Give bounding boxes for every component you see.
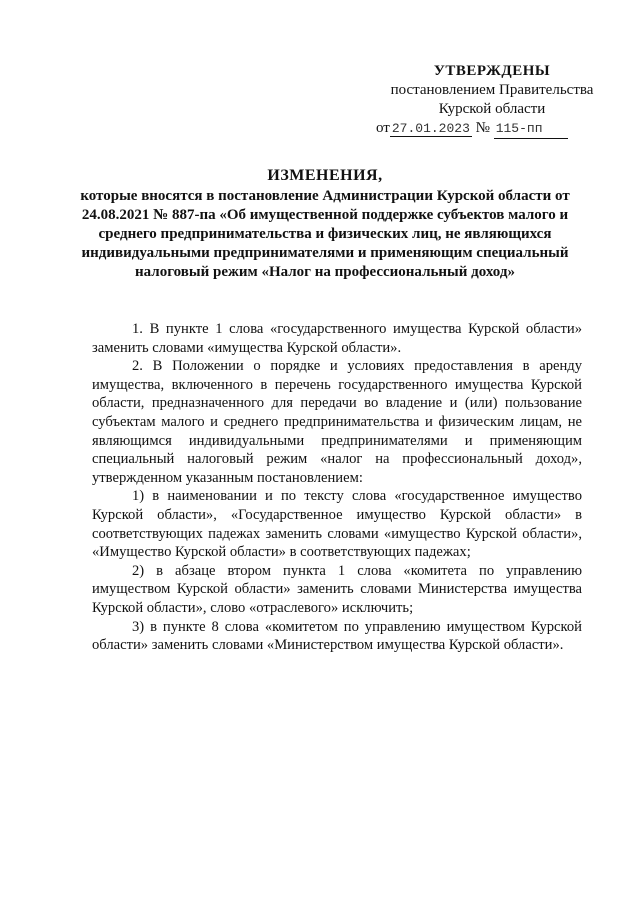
paragraph-2-item-2: 2) в абзаце втором пункта 1 слова «комитета по управлению имуществом Курской области» заменить словами Министерства имущества Курской области», слово «отраслевого» исключить; — [92, 562, 582, 616]
document-body — [92, 320, 582, 655]
approval-issuer-line: постановлением Правительства — [390, 82, 594, 98]
approval-date: 27.01.2023 — [391, 121, 470, 136]
document-title-block — [80, 166, 570, 282]
number-prefix: № — [475, 120, 490, 136]
approval-number: 115-пп — [494, 119, 568, 139]
paragraph-2-item-1: 1) в наименовании и по тексту слова «государственное имущество Курской области», «Государственное имущество Курской области» в соответствующих падежах заменить словами «имущество Курской области», «Имущество Курской области» в соответствующих падежах; — [92, 488, 582, 561]
paragraph-1: 1. В пункте 1 слова «государственного имущества Курской области» заменить словами «имущества Курской области». — [92, 321, 582, 356]
paragraph-2: 2. В Положении о порядке и условиях предоставления в аренду имущества, включенного в перечень государственного имущества Курской области, предназначенного для передачи во владение и (или) пользование субъектам малого и среднего предпринимательства и физическим лицам, не являющимся индивидуальными предпринимателями и применяющим специальный налоговый режим «налог на профессиональный доход», утвержденном указанным постановлением: — [92, 358, 582, 486]
approval-region-line: Курской области — [438, 101, 546, 117]
approval-stamp — [372, 62, 612, 139]
approval-date-line — [372, 119, 612, 139]
paragraph-2-item-3: 3) в пункте 8 слова «комитетом по управлению имуществом Курской области» заменить словами «Министерством имущества Курской области». — [92, 618, 582, 654]
approval-heading: УТВЕРЖДЕНЫ — [433, 63, 551, 79]
document-title: ИЗМЕНЕНИЯ, — [267, 167, 383, 184]
date-prefix: от — [376, 120, 390, 136]
document-subtitle: которые вносятся в постановление Администрации Курской области от 24.08.2021 № 887-па «Об имущественной поддержке субъектов малого и среднего предпринимательства и физических лиц, не являющихся индивидуальными предпринимателями и применяющим специальный налоговый режим «Налог на профессиональный доход» — [80, 188, 570, 280]
